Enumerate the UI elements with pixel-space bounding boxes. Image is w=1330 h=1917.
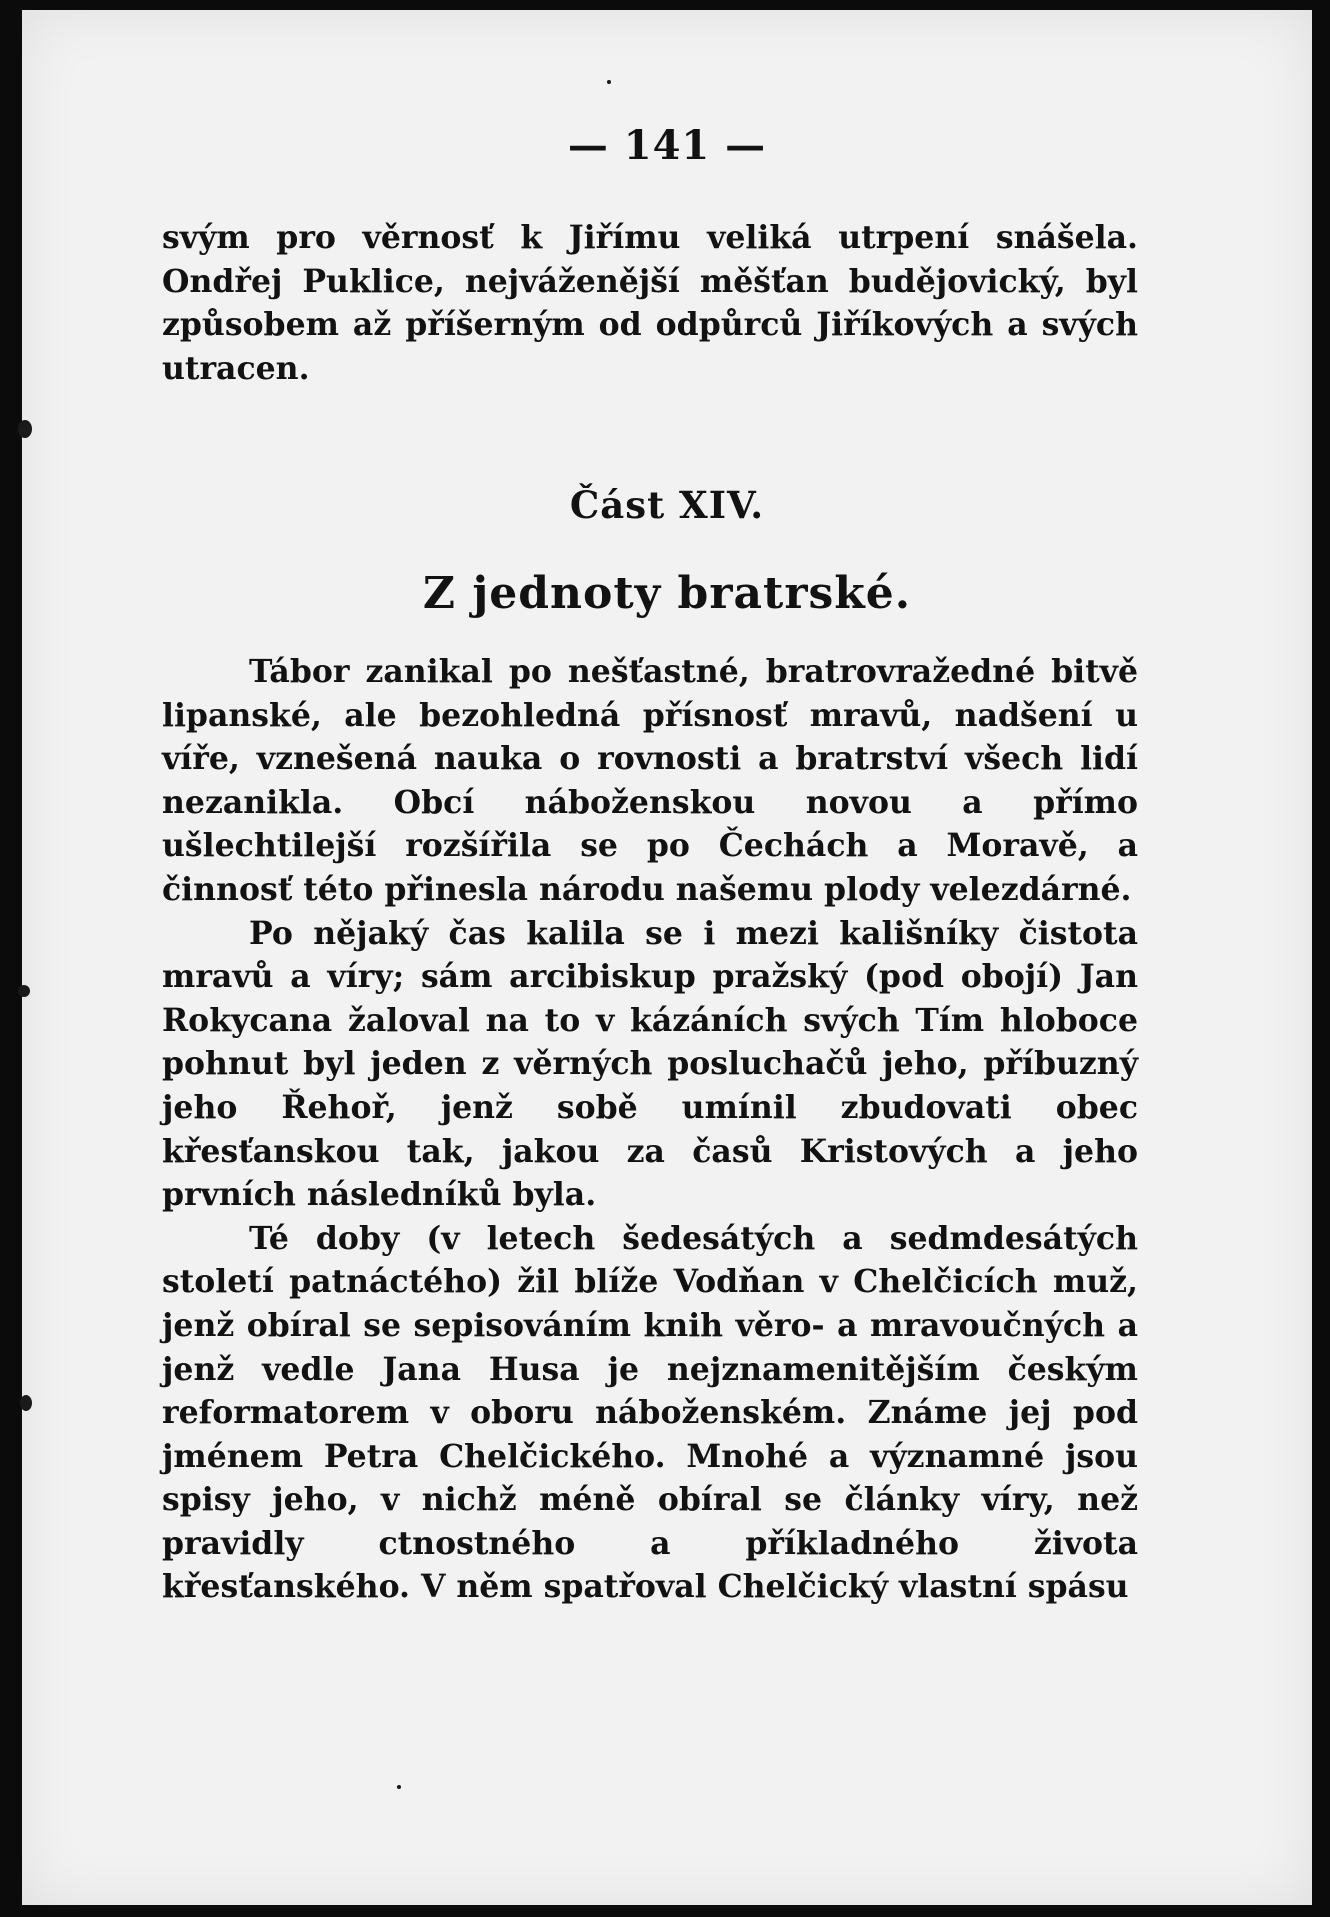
scan-border-left (0, 0, 22, 1917)
section-body (162, 650, 1138, 1609)
scan-speck (20, 1395, 32, 1411)
scan-speck (607, 80, 611, 84)
scan-border-right (1312, 0, 1330, 1917)
scan-speck (18, 420, 32, 438)
paragraph: Po nějaký čas kalila se i mezi kališníky čistota mravů a víry; sám arcibiskup pražský (pod obojí) Jan Rokycana žaloval na to v kázáních svých Tím hloboce pohnut byl jeden z věrných posluchačů jeho, příbuzný jeho Řehoř, jenž sobě umínil zbudovati obec křesťanskou tak, jakou za časů Kristových a jeho prvních následníků byla. (162, 914, 1138, 1214)
paragraph: Té doby (v letech šedesátých a sedmdesátých století patnáctého) žil blíže Vodňan v Chelčicích muž, jenž obíral se sepisováním knih věro- a mravoučných a jenž vedle Jana Husa je nejznamenitějším českým reformatorem v oboru náboženském. Známe jej pod jménem Petra Chelčického. Mnohé a významné jsou spisy jeho, v nichž méně obíral se články víry, než pravidly ctnostného a příkladného života křesťanského. V něm spatřoval Chelčický vlastní spásu (162, 1219, 1138, 1606)
paragraph: Tábor zanikal po nešťastné, bratrovražedné bitvě lipanské, ale bezohledná přísnosť mravů, nadšení u víře, vznešená nauka o rovnosti a bratrství všech lidí nezanikla. Obcí náboženskou novou a přímo ušlechtilejší rozšířila se po Čechách a Moravě, a činnosť této přinesla národu našemu plody velezdárné. (162, 653, 1138, 908)
book-page (22, 10, 1312, 1905)
section-label: Část XIV. (569, 483, 765, 527)
page-number: — 141 — (567, 122, 767, 169)
scan-speck (397, 1785, 401, 1789)
section-title: Z jednoty bratrské. (422, 568, 912, 619)
scan-border-bottom (0, 1905, 1330, 1917)
continuation-paragraph (162, 216, 1138, 390)
scan-border-top (0, 0, 1330, 10)
scan-speck (18, 985, 30, 997)
continuation-text: svým pro věrnosť k Jiřímu veliká utrpení snášela. Ondřej Puklice, nejváženější měšťan budějovický, byl způsobem až příšerným od odpůrců Jiříkových a svých utracen. (162, 219, 1138, 387)
